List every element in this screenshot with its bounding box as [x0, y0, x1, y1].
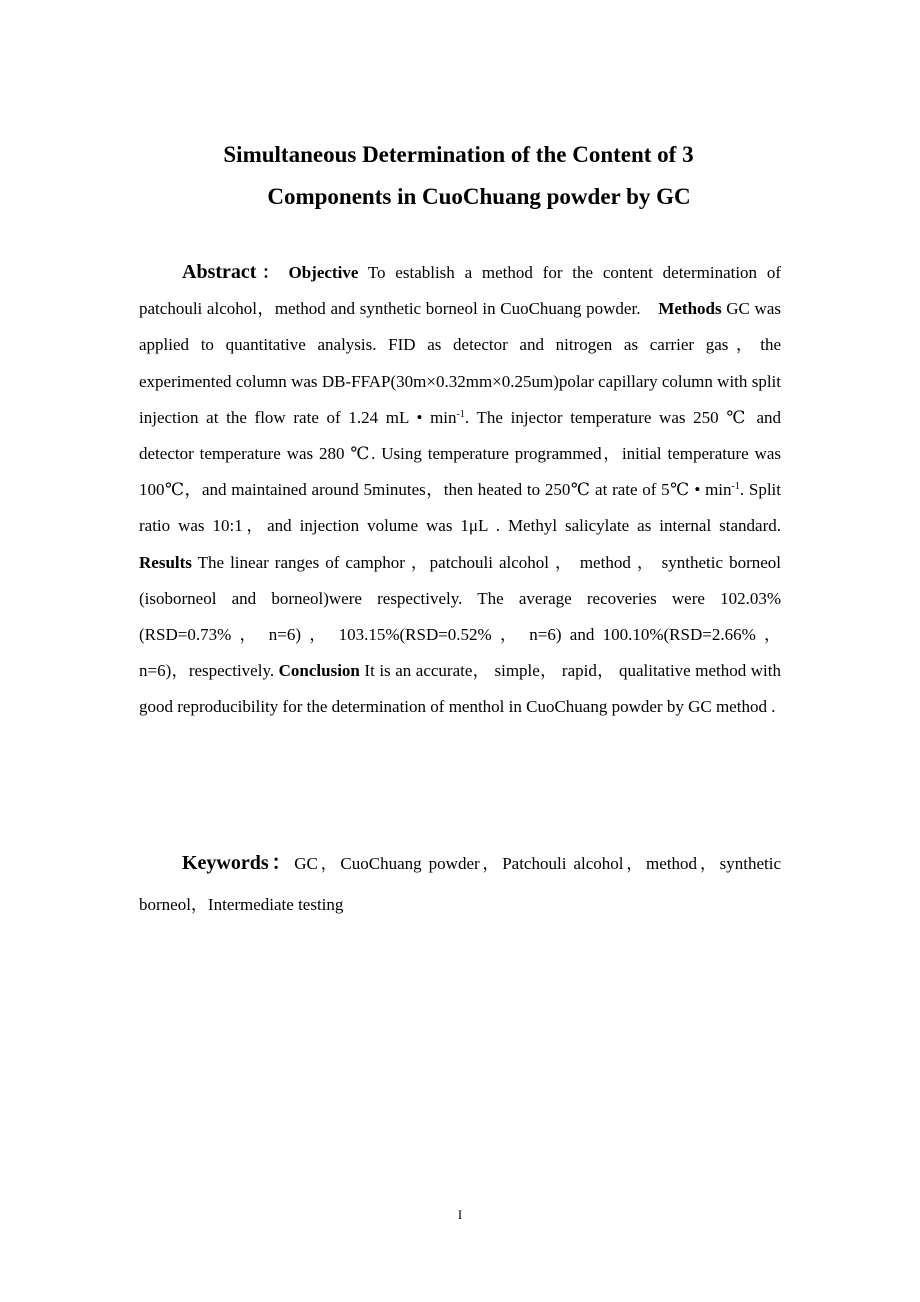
conclusion-label: Conclusion: [278, 661, 360, 681]
title-line-1: Simultaneous Determination of the Content of 3: [223, 142, 694, 167]
results-text: The linear ranges of camphor ，patchouli alcohol ， method ， synthetic borneol (isoborneol and borneol)were respectively. The average recoveries were 102.03%(RSD=0.73% ， n=6) ， 103.15%(RSD=0.52% ， n=6) and 100.10%(RSD=2.66% ， n=6)，respectively.: [139, 552, 781, 681]
objective-label: Objective: [288, 263, 359, 282]
results-label: Results: [139, 552, 192, 572]
keywords-paragraph: [139, 843, 781, 925]
methods-label: Methods: [658, 299, 722, 319]
keywords-section: [139, 843, 781, 925]
conclusion-text: It is an accurate， simple， rapid， qualitative method with good reproducibility for the determination of menthol in CuoChuang powder by GC method .: [139, 661, 781, 717]
keywords-text: GC，CuoChuang powder，Patchouli alcohol，method，synthetic borneol，Intermediate testing: [139, 854, 781, 914]
abstract-paragraph: [139, 254, 781, 726]
page-number: I: [457, 1207, 463, 1222]
abstract-label: Abstract: [182, 261, 257, 283]
objective-text: To establish a method for the content determination of patchouli alcohol，method and synthetic borneol in CuoChuang powder.: [139, 263, 781, 319]
title-line-2: Components in CuoChuang powder by GC: [267, 184, 691, 209]
methods-text-3: . Split ratio was 10:1，and injection volume was 1μL . Methyl salicylate as internal standard.: [139, 480, 782, 536]
keywords-colon: ：: [268, 852, 295, 874]
superscript-minus-one: -1: [731, 481, 740, 493]
page-title: [0, 134, 920, 218]
methods-text-2: . The injector temperature was 250 ℃ and detector temperature was 280 ℃. Using temperature programmed，initial temperature was 100℃，and maintained around 5minutes，then heated to 250℃ at rate of 5℃ • min: [139, 407, 781, 500]
abstract-colon: ：: [256, 263, 285, 282]
abstract-section: [139, 254, 781, 726]
keywords-label: Keywords: [182, 852, 269, 874]
superscript-minus-one: -1: [456, 408, 465, 420]
methods-text-1: GC was applied to quantitative analysis. FID as detector and nitrogen as carrier gas，the experimented column was DB-FFAP(30m×0.32mm×0.25um)polar capillary column with split injection at the flow rate of 1.24 mL • min: [139, 299, 781, 427]
